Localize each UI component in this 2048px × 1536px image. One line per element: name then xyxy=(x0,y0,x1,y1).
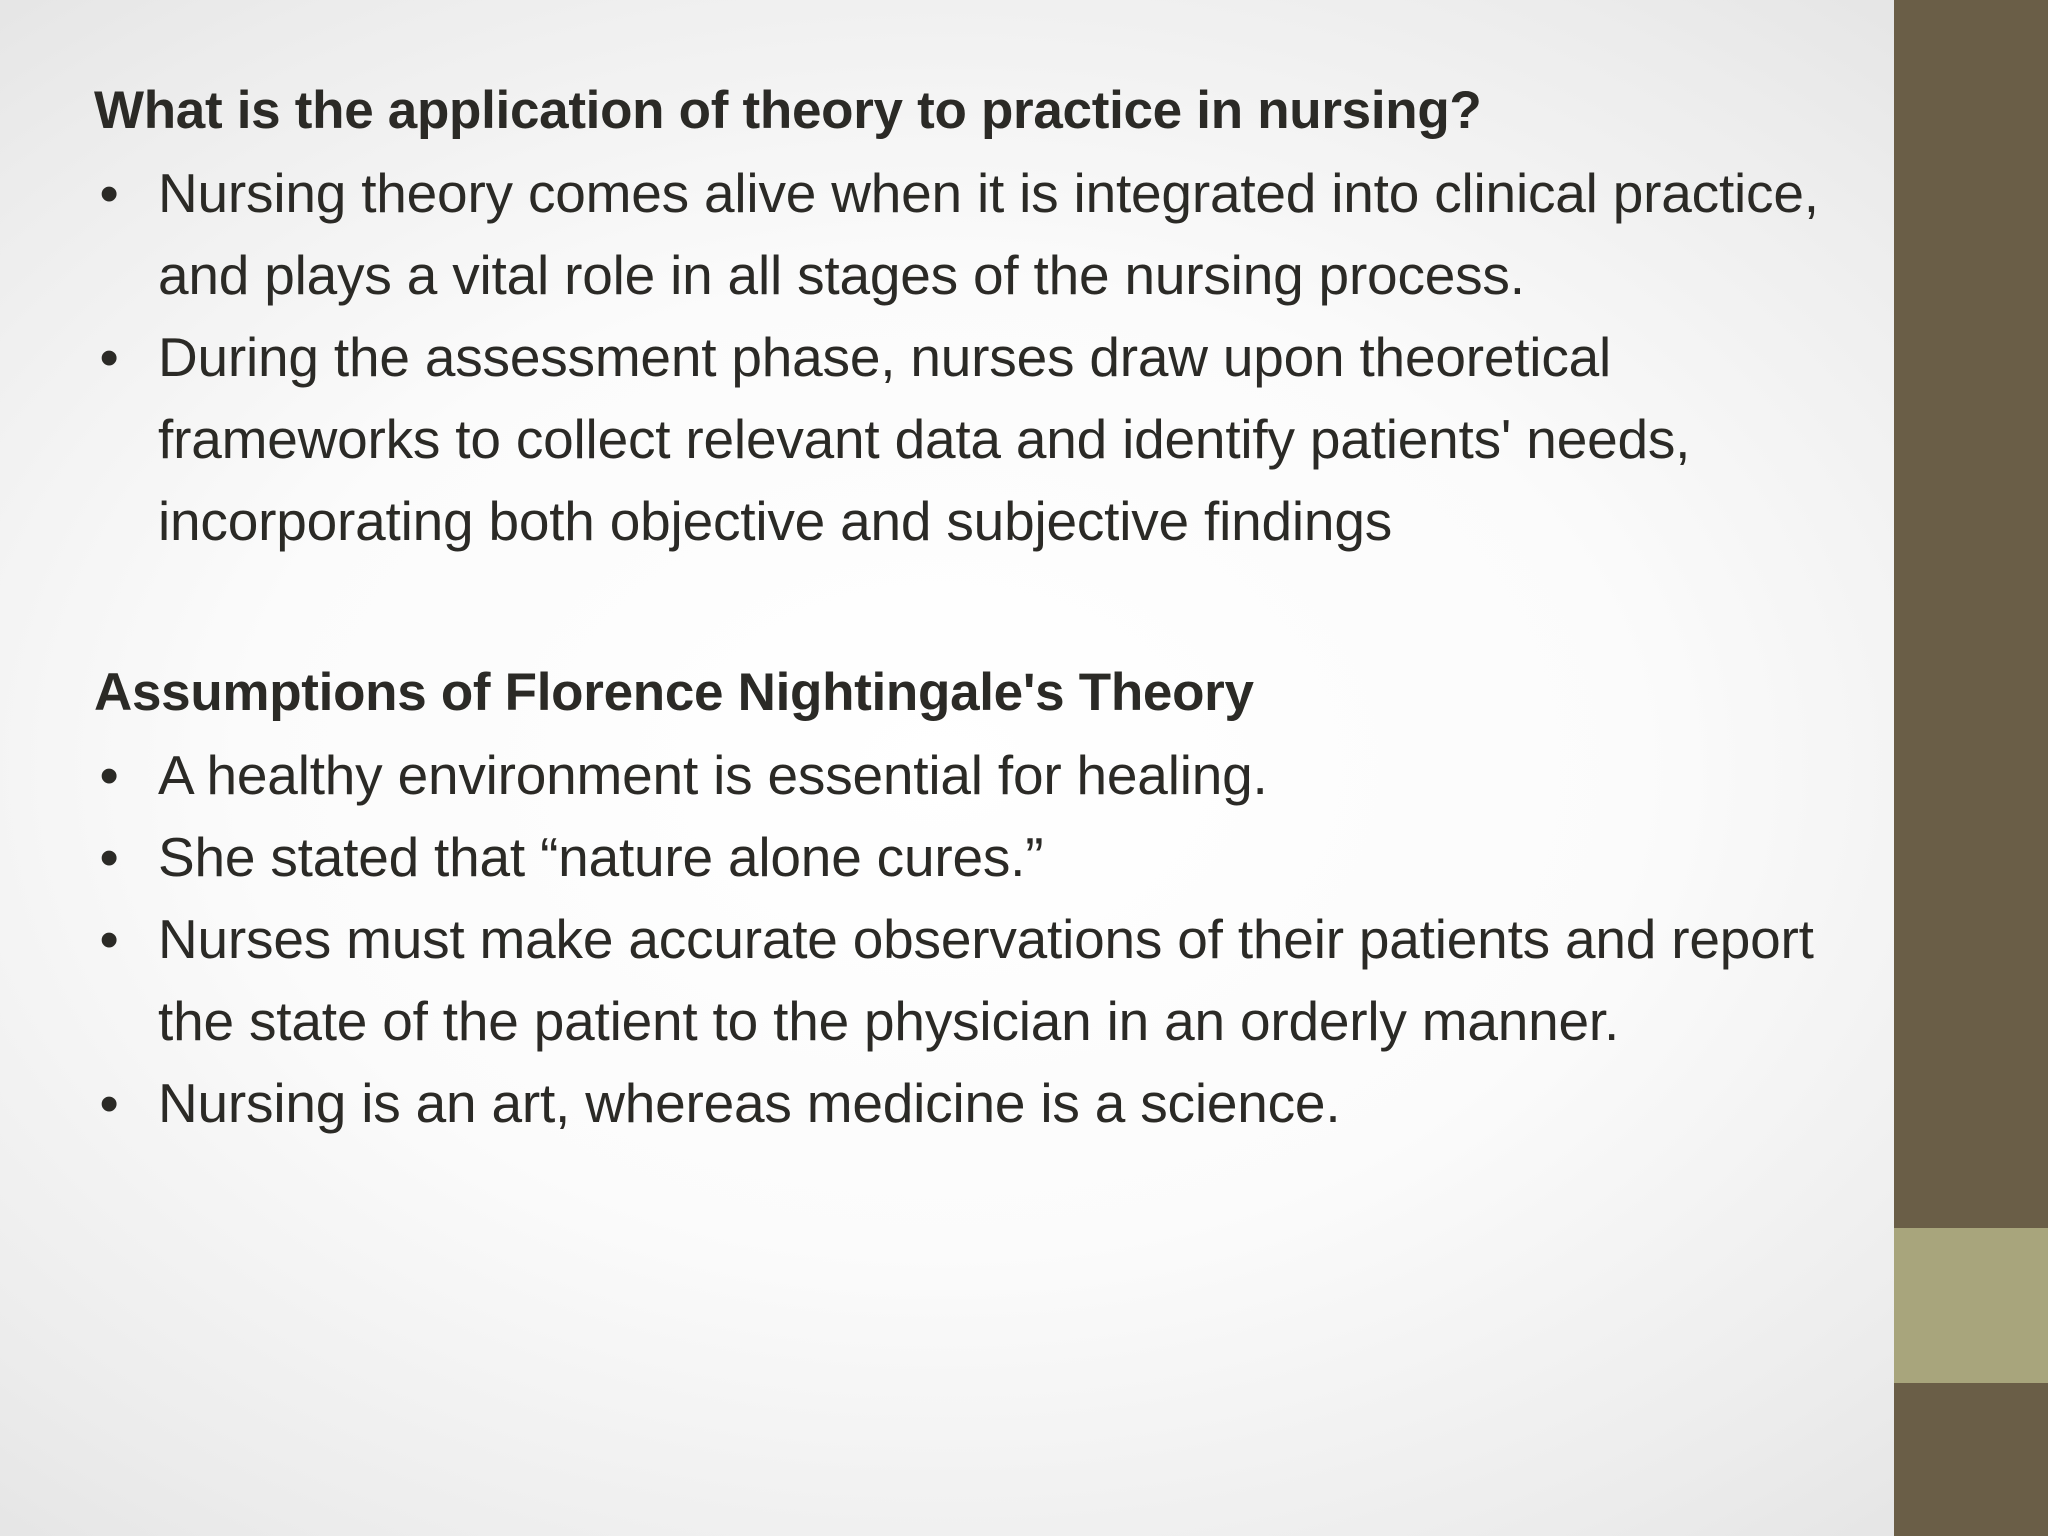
bullet-icon: • xyxy=(99,826,119,888)
bullet-item xyxy=(94,316,1884,562)
bullet-text: During the assessment phase, nurses draw upon theoretical frameworks to collect relevant data and identify patients' needs, incorporating both objective and subjective findings xyxy=(158,326,1691,552)
bullet-text: Nursing theory comes alive when it is integrated into clinical practice, and plays a vital role in all stages of the nursing process. xyxy=(158,162,1819,306)
bullet-icon: • xyxy=(99,744,119,806)
bullet-item xyxy=(94,898,1884,1062)
bullet-icon: • xyxy=(99,908,119,970)
side-decor-accent xyxy=(1894,1228,2048,1383)
section-heading-nightingale-assumptions: Assumptions of Florence Nightingale's Theory xyxy=(94,663,1254,722)
bullet-icon: • xyxy=(99,162,119,224)
section-heading-theory-practice: What is the application of theory to practice in nursing? xyxy=(94,81,1482,140)
bullet-text: Nurses must make accurate observations of their patients and report the state of the patient to the physician in an orderly manner. xyxy=(158,908,1814,1052)
bullet-text: A healthy environment is essential for healing. xyxy=(158,744,1268,806)
bullet-item xyxy=(94,734,1884,816)
bullet-item xyxy=(94,152,1884,316)
slide-content xyxy=(94,70,1884,1144)
bullet-text: Nursing is an art, whereas medicine is a science. xyxy=(158,1072,1341,1134)
nightingale-assumptions-bullet-list xyxy=(94,734,1884,1144)
bullet-text: She stated that “nature alone cures.” xyxy=(158,826,1044,888)
section-spacer xyxy=(94,562,1884,652)
bullet-icon: • xyxy=(99,1072,119,1134)
theory-practice-bullet-list xyxy=(94,152,1884,562)
bullet-item xyxy=(94,816,1884,898)
bullet-item xyxy=(94,1062,1884,1144)
bullet-icon: • xyxy=(99,326,119,388)
